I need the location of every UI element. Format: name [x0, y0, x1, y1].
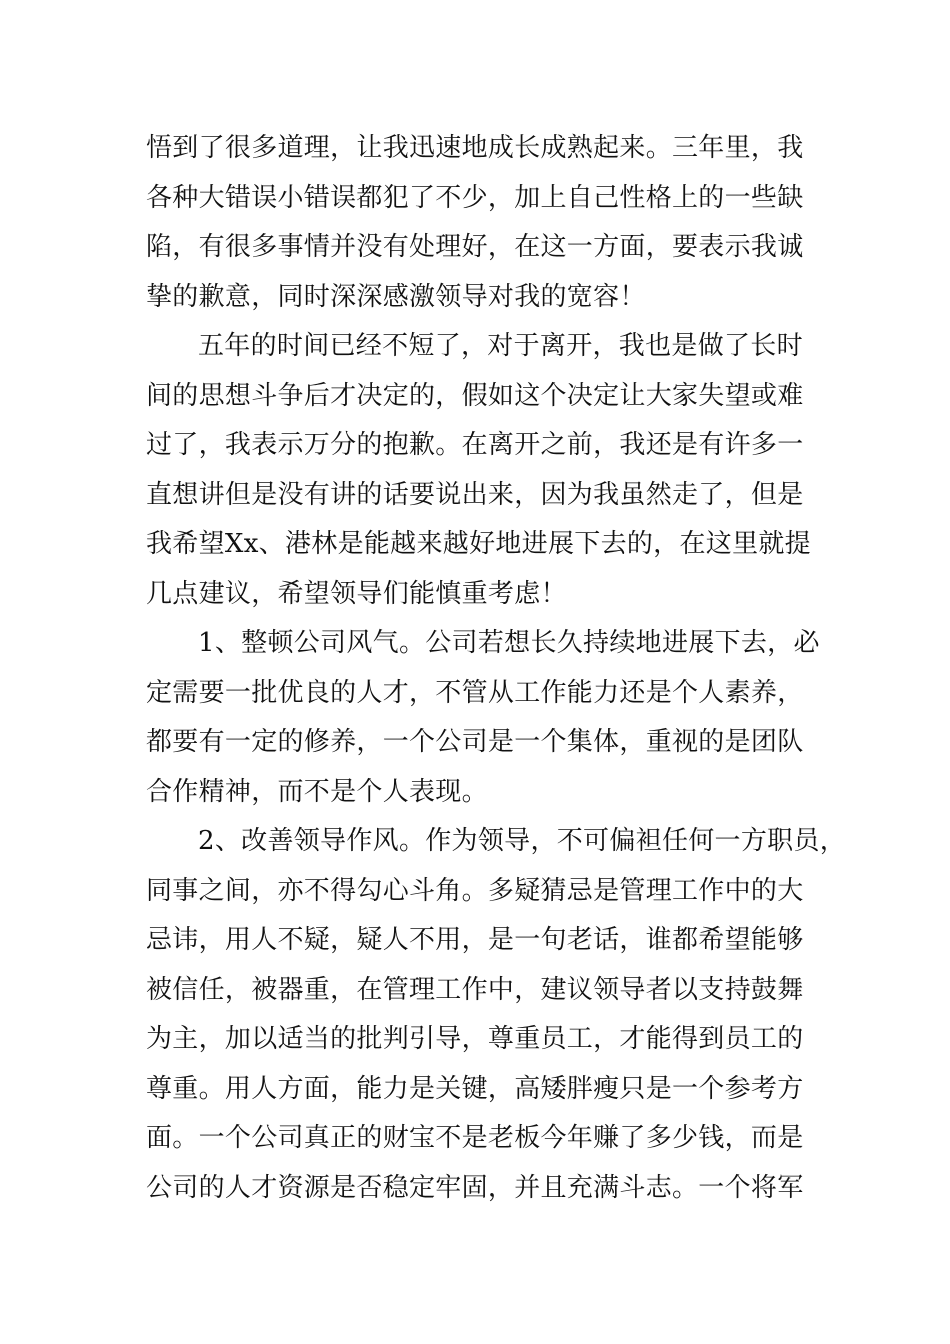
text-line: 为主，加以适当的批判引导，尊重员工，才能得到员工的 — [146, 1024, 804, 1054]
text-line: 我希望Xx、港林是能越来越好地进展下去的，在这里就提 — [146, 529, 811, 559]
paragraph-leaving — [146, 322, 818, 619]
paragraph-apology — [146, 124, 818, 322]
text-line: 定需要一批优良的人才，不管从工作能力还是个人素养， — [146, 677, 804, 708]
text-line: 同事之间，亦不得勾心斗角。多疑猜忌是管理工作中的大 — [146, 875, 804, 906]
text-line: 公司的人才资源是否稳定牢固，并且充满斗志。一个将军 — [146, 1172, 804, 1203]
text-line: 悟到了很多道理，让我迅速地成长成熟起来。三年里，我 — [146, 133, 804, 163]
text-line: 各种大错误小错误都犯了不少，加上自己性格上的一些缺 — [146, 182, 804, 213]
text-line: 合作精神，而不是个人表现。 — [146, 776, 488, 807]
text-line: 面。一个公司真正的财宝不是老板今年赚了多少钱，而是 — [146, 1123, 804, 1153]
text-line: 1、整顿公司风气。公司若想长久持续地进展下去，必 — [198, 628, 820, 658]
text-line: 几点建议，希望领导们能慎重考虑！ — [146, 578, 567, 609]
text-line: 五年的时间已经不短了，对于离开，我也是做了长时 — [198, 331, 803, 361]
text-line: 挚的歉意，同时深深感激领导对我的宽容！ — [146, 281, 646, 312]
text-line: 直想讲但是没有讲的话要说出来，因为我虽然走了，但是 — [146, 479, 804, 510]
paragraph-suggestion-2 — [146, 817, 847, 1213]
text-line: 陷，有很多事情并没有处理好，在这一方面，要表示我诚 — [146, 232, 804, 262]
text-line: 都要有一定的修养，一个公司是一个集体，重视的是团队 — [146, 727, 804, 757]
paragraph-suggestion-1 — [146, 619, 818, 817]
text-line: 被信任，被器重，在管理工作中，建议领导者以支持鼓舞 — [146, 974, 804, 1005]
text-line: 尊重。用人方面，能力是关键，高矮胖瘦只是一个参考方 — [146, 1073, 804, 1104]
text-line: 2、改善领导作风。作为领导，不可偏袒任何一方职员， — [198, 826, 847, 856]
document-body — [146, 124, 847, 1213]
text-line: 过了，我表示万分的抱歉。在离开之前，我还是有许多一 — [146, 430, 804, 460]
text-line: 忌讳，用人不疑，疑人不用，是一句老话，谁都希望能够 — [146, 925, 804, 955]
text-line: 间的思想斗争后才决定的，假如这个决定让大家失望或难 — [146, 380, 804, 411]
